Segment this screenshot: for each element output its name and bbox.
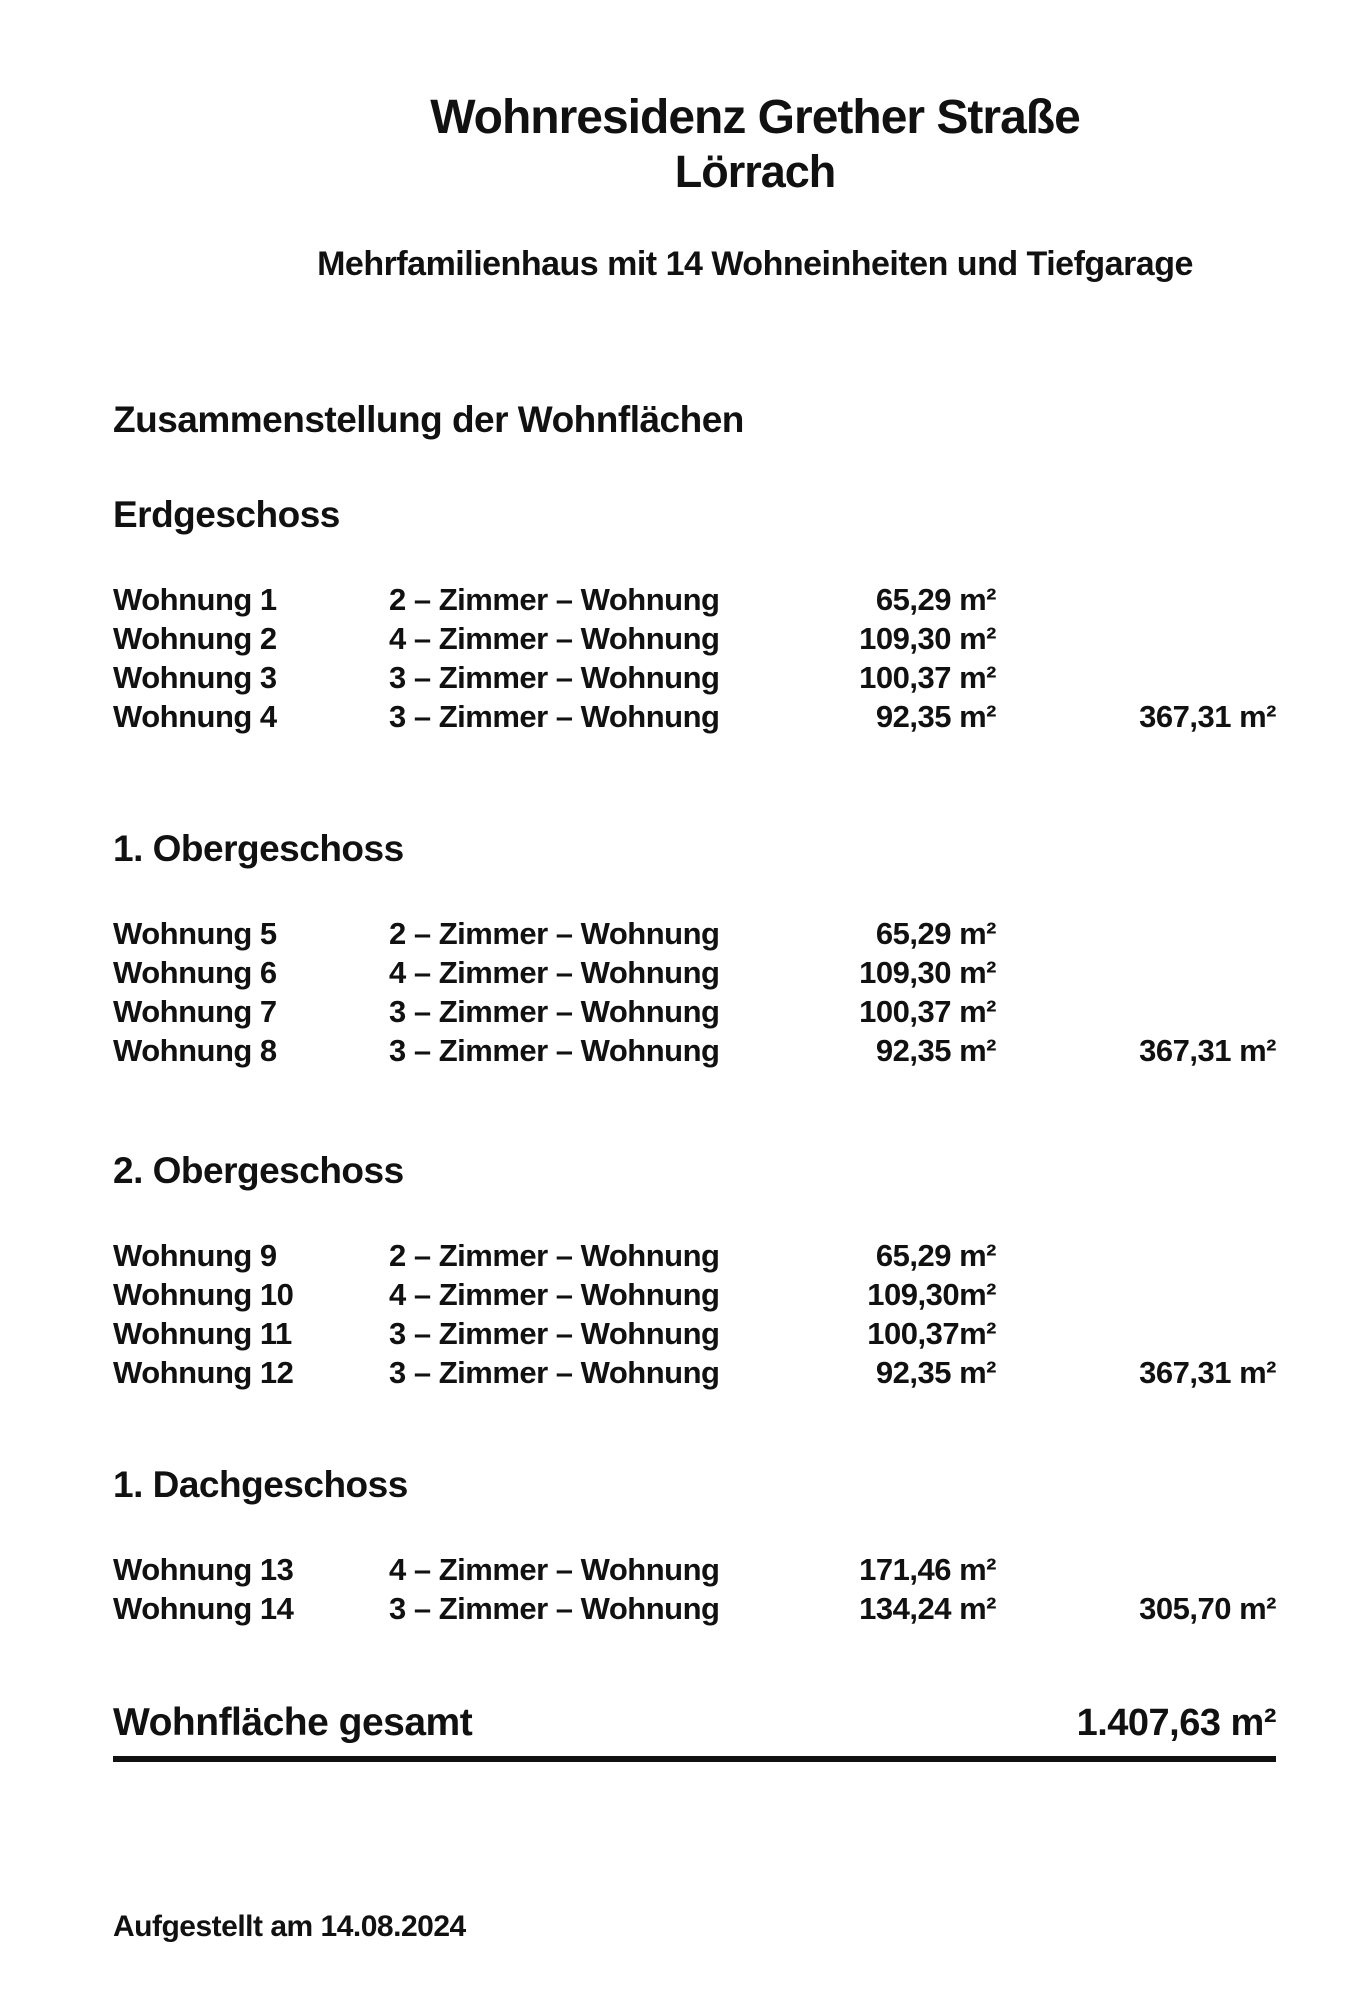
floor-subtotal [996, 1236, 1276, 1275]
apartment-area: 109,30 m² [859, 955, 996, 990]
document-title-city: Lörrach [674, 146, 836, 197]
apartment-type: 4 – Zimmer – Wohnung [389, 1277, 720, 1312]
floor-subtotal: 367,31 m² [1139, 699, 1276, 734]
apartment-area: 100,37 m² [859, 994, 996, 1029]
floor-heading: 1. Dachgeschoss [113, 1464, 408, 1505]
apartment-row [113, 914, 1276, 953]
apartment-area: 134,24 m² [859, 1591, 996, 1626]
apartment-type: 2 – Zimmer – Wohnung [389, 916, 720, 951]
floor-section [113, 492, 1276, 736]
apartment-type: 3 – Zimmer – Wohnung [389, 1355, 720, 1390]
summary-heading: Zusammenstellung der Wohnflächen [113, 399, 744, 440]
document-header [150, 90, 1360, 284]
document-title: Wohnresidenz Grether Straße [430, 91, 1080, 144]
apartment-type: 4 – Zimmer – Wohnung [389, 1552, 720, 1587]
apartment-name: Wohnung 1 [113, 582, 277, 617]
apartment-name: Wohnung 14 [113, 1591, 294, 1626]
document-subtitle: Mehrfamilienhaus mit 14 Wohneinheiten und Tiefgarage [317, 245, 1193, 283]
apartment-row [113, 1550, 1276, 1589]
apartment-name: Wohnung 3 [113, 660, 277, 695]
apartment-row [113, 697, 1276, 736]
apartment-area: 65,29 m² [875, 1238, 996, 1273]
apartment-row [113, 953, 1276, 992]
floor-rows [113, 1550, 1276, 1628]
apartment-name: Wohnung 6 [113, 955, 277, 990]
floor-rows [113, 914, 1276, 1070]
apartment-type: 3 – Zimmer – Wohnung [389, 1316, 720, 1351]
total-value: 1.407,63 m² [1076, 1702, 1276, 1744]
apartment-type: 3 – Zimmer – Wohnung [389, 1033, 720, 1068]
floor-subtotal [996, 953, 1276, 992]
apartment-row [113, 1031, 1276, 1070]
floor-subtotal: 367,31 m² [1139, 1033, 1276, 1068]
floor-heading: 1. Obergeschoss [113, 828, 404, 869]
apartment-row [113, 1314, 1276, 1353]
floor-subtotal [996, 658, 1276, 697]
apartment-row [113, 1353, 1276, 1392]
floor-rows [113, 1236, 1276, 1392]
apartment-name: Wohnung 13 [113, 1552, 294, 1587]
apartment-name: Wohnung 8 [113, 1033, 277, 1068]
apartment-name: Wohnung 11 [113, 1316, 292, 1351]
apartment-type: 3 – Zimmer – Wohnung [389, 660, 720, 695]
apartment-area: 65,29 m² [875, 916, 996, 951]
floor-subtotal [996, 619, 1276, 658]
apartment-row [113, 1236, 1276, 1275]
apartment-area: 109,30m² [867, 1277, 996, 1312]
apartment-row [113, 658, 1276, 697]
apartment-row [113, 619, 1276, 658]
apartment-area: 100,37 m² [859, 660, 996, 695]
apartment-row [113, 580, 1276, 619]
floor-section [113, 826, 1276, 1070]
apartment-type: 3 – Zimmer – Wohnung [389, 994, 720, 1029]
apartment-name: Wohnung 10 [113, 1277, 294, 1312]
apartment-row [113, 992, 1276, 1031]
apartment-area: 171,46 m² [859, 1552, 996, 1587]
floor-subtotal [996, 992, 1276, 1031]
floor-subtotal [996, 1275, 1276, 1314]
apartment-row [113, 1275, 1276, 1314]
apartment-name: Wohnung 12 [113, 1355, 294, 1390]
apartment-type: 2 – Zimmer – Wohnung [389, 582, 720, 617]
apartment-name: Wohnung 4 [113, 699, 277, 734]
apartment-type: 4 – Zimmer – Wohnung [389, 621, 720, 656]
total-bar [113, 1700, 1276, 1762]
floor-subtotal [996, 1550, 1276, 1589]
apartment-area: 92,35 m² [875, 699, 996, 734]
floor-heading: 2. Obergeschoss [113, 1150, 404, 1191]
total-label: Wohnfläche gesamt [113, 1701, 473, 1744]
floor-heading: Erdgeschoss [113, 494, 340, 535]
floor-subtotal: 367,31 m² [1139, 1355, 1276, 1390]
apartment-type: 3 – Zimmer – Wohnung [389, 1591, 720, 1626]
apartment-type: 3 – Zimmer – Wohnung [389, 699, 720, 734]
apartment-type: 4 – Zimmer – Wohnung [389, 955, 720, 990]
floor-section [113, 1462, 1276, 1628]
apartment-area: 92,35 m² [875, 1355, 996, 1390]
apartment-area: 92,35 m² [875, 1033, 996, 1068]
apartment-type: 2 – Zimmer – Wohnung [389, 1238, 720, 1273]
floor-subtotal [996, 914, 1276, 953]
footer-date: Aufgestellt am 14.08.2024 [113, 1910, 466, 1943]
apartment-name: Wohnung 9 [113, 1238, 277, 1273]
apartment-area: 100,37m² [867, 1316, 996, 1351]
apartment-row [113, 1589, 1276, 1628]
apartment-area: 109,30 m² [859, 621, 996, 656]
floor-subtotal [996, 580, 1276, 619]
apartment-name: Wohnung 7 [113, 994, 277, 1029]
floor-subtotal: 305,70 m² [1139, 1591, 1276, 1626]
floor-section [113, 1148, 1276, 1392]
apartment-name: Wohnung 2 [113, 621, 277, 656]
apartment-area: 65,29 m² [875, 582, 996, 617]
apartment-name: Wohnung 5 [113, 916, 277, 951]
floor-subtotal [996, 1314, 1276, 1353]
floor-rows [113, 580, 1276, 736]
